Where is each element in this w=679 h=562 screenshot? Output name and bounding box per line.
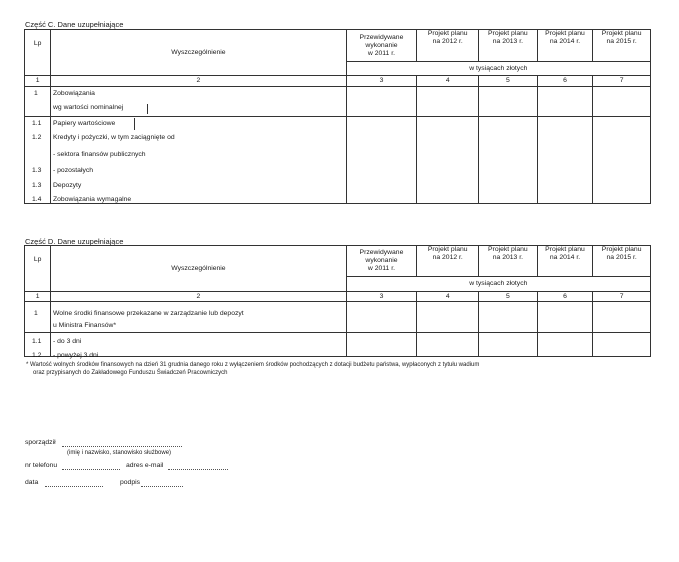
cell-divider [134, 118, 135, 130]
table-cell[interactable] [537, 333, 593, 357]
col-number: 5 [479, 292, 538, 302]
col-number: 2 [51, 76, 346, 87]
header-units: w tysiącach złotych [346, 62, 650, 76]
header-units: w tysiącach złotych [346, 277, 650, 292]
header-plan-2015: Projekt planu na 2015 r. [593, 246, 651, 277]
row-label: - sektora finansów publicznych [53, 151, 146, 158]
section-c-table [24, 29, 651, 204]
header-lp: Lp [25, 30, 51, 76]
cell-divider [147, 104, 148, 114]
email-field[interactable] [168, 463, 228, 470]
row-label: Papiery wartościowe [53, 120, 116, 127]
telefon-label: nr telefonu [25, 462, 58, 469]
table-cell[interactable] [479, 117, 538, 204]
header-description: Wyszczególnienie [51, 30, 346, 76]
row-label: Depozyty [53, 182, 82, 189]
header-plan-2014: Projekt planu na 2014 r. [537, 30, 593, 62]
col-number: 6 [537, 76, 593, 87]
header-plan-2013: Projekt planu na 2013 r. [479, 246, 538, 277]
podpis-label: podpis [120, 479, 141, 486]
podpis-field[interactable] [141, 480, 183, 487]
header-plan-2015: Projekt planu na 2015 r. [593, 30, 651, 62]
table-cell[interactable] [346, 87, 417, 117]
col-number: 2 [51, 292, 346, 302]
table-cell[interactable] [417, 302, 479, 333]
row-label: Wolne środki finansowe przekazane w zarządzanie lub depozyt [53, 310, 244, 317]
table-cell [25, 302, 51, 333]
table-cell[interactable] [479, 333, 538, 357]
header-plan-2012: Projekt planu na 2012 r. [417, 30, 479, 62]
col-number: 6 [537, 292, 593, 302]
row-lp: 1.4 [32, 196, 42, 203]
col-number: 7 [593, 76, 651, 87]
table-cell[interactable] [593, 333, 651, 357]
col-number: 3 [346, 76, 417, 87]
table-cell[interactable] [479, 87, 538, 117]
col-number: 5 [479, 76, 538, 87]
col-number: 3 [346, 292, 417, 302]
sporzadzil-field[interactable] [62, 440, 182, 447]
row-label: - powyżej 3 dni [53, 352, 99, 359]
row-lp: 1.3 [32, 167, 42, 174]
table-cell[interactable] [593, 302, 651, 333]
table-cell[interactable] [417, 87, 479, 117]
header-plan-2013: Projekt planu na 2013 r. [479, 30, 538, 62]
col-number: 4 [417, 292, 479, 302]
header-forecast-2011: Przewidywane wykonanie w 2011 r. [346, 30, 417, 62]
section-d-title: Część D. Dane uzupełniające [25, 237, 124, 246]
row-label: Zobowiązania wymagalne [53, 196, 132, 203]
section-c-title: Część C. Dane uzupełniające [25, 20, 124, 29]
table-cell[interactable] [593, 87, 651, 117]
table-cell[interactable] [537, 117, 593, 204]
table-cell[interactable] [346, 333, 417, 357]
col-number: 7 [593, 292, 651, 302]
telefon-field[interactable] [62, 463, 120, 470]
header-forecast-2011: Przewidywane wykonanie w 2011 r. [346, 246, 417, 277]
row-lp: 1 [34, 90, 38, 97]
footnote-line-1: * Wartość wolnych środków finansowych na dzień 31 grudnia danego roku z wyłączeniem środków pochodzących z dotacji budżetu państwa, wypłaconych z tytułu wadium [26, 362, 480, 368]
row-label: Kredyty i pożyczki, w tym zaciągnięte od [53, 134, 175, 141]
table-cell[interactable] [593, 117, 651, 204]
col-number: 4 [417, 76, 479, 87]
header-lp: Lp [25, 246, 51, 292]
table-cell[interactable] [479, 302, 538, 333]
row-lp: 1.2 [32, 134, 42, 141]
data-field[interactable] [45, 480, 103, 487]
row-label: wg wartości nominalnej [53, 104, 124, 111]
header-plan-2012: Projekt planu na 2012 r. [417, 246, 479, 277]
table-cell[interactable] [346, 117, 417, 204]
row-lp: 1.1 [32, 338, 42, 345]
row-label: - pozostałych [53, 167, 94, 174]
row-label: u Ministra Finansów* [53, 322, 117, 329]
data-label: data [25, 479, 39, 486]
email-label: adres e-mail [126, 462, 164, 469]
header-plan-2014: Projekt planu na 2014 r. [537, 246, 593, 277]
sporzadzil-label: sporządził [25, 439, 56, 446]
table-cell [51, 87, 346, 117]
table-cell[interactable] [346, 302, 417, 333]
row-lp: 1.2 [32, 352, 42, 359]
table-cell[interactable] [537, 302, 593, 333]
sporzadzil-hint: (imię i nazwisko, stanowisko służbowe) [67, 450, 172, 456]
row-lp: 1 [34, 310, 38, 317]
header-description: Wyszczególnienie [51, 246, 346, 292]
row-lp: 1.3 [32, 182, 42, 189]
row-lp: 1.1 [32, 120, 42, 127]
table-cell[interactable] [417, 333, 479, 357]
table-cell[interactable] [417, 117, 479, 204]
row-label: Zobowiązania [53, 90, 95, 97]
row-label: - do 3 dni [53, 338, 82, 345]
col-number: 1 [25, 76, 51, 87]
table-cell[interactable] [537, 87, 593, 117]
section-d-table [24, 245, 651, 357]
table-cell [51, 117, 346, 204]
footnote-line-2: oraz przypisanych do Zakładowego Funduszu Świadczeń Pracowniczych [33, 370, 228, 376]
col-number: 1 [25, 292, 51, 302]
table-cell [25, 117, 51, 204]
